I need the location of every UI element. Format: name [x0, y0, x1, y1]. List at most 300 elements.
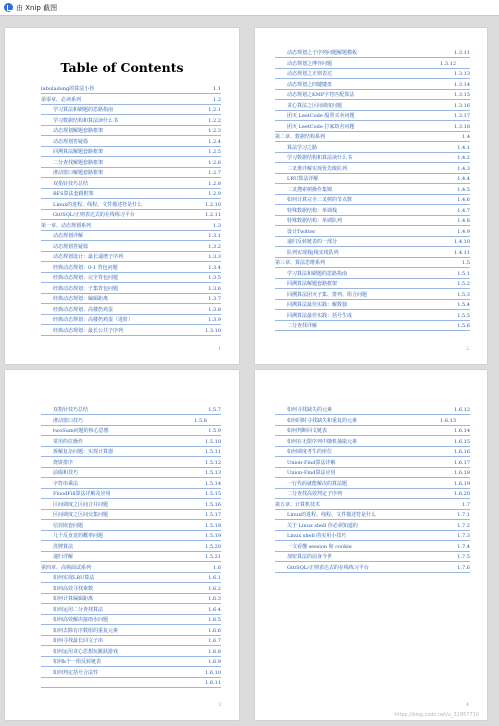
toc-entry-number: 1.7.5: [457, 554, 470, 560]
toc-entry[interactable]: [41, 189, 221, 200]
toc-entry-title: 信封嵌套问题: [53, 522, 84, 529]
toc-entry-title: 团灭 LeetCode 股票买卖问题: [287, 113, 355, 119]
toc-entry[interactable]: [41, 510, 221, 521]
toc-entry[interactable]: [41, 231, 221, 242]
toc-entry-title: 第二章、数据结构系列: [275, 134, 326, 140]
window-title: 由 Xnip 截图: [16, 3, 58, 12]
toc-entry-number: 1.5: [462, 260, 470, 266]
xnip-app-icon: [4, 3, 13, 12]
toc-entry-title: labuladong的算法小抄: [41, 86, 95, 92]
toc-entry[interactable]: [275, 321, 470, 332]
toc-entry-title: 队列实现栈|栈实现队列: [287, 249, 339, 256]
toc-entry[interactable]: [275, 101, 470, 112]
toc-entry[interactable]: [41, 468, 221, 479]
toc-entry-number: 1.6.2: [208, 585, 221, 592]
toc-entry-number: 1.3.1: [208, 233, 221, 239]
toc-entry-title: 回溯算法解题套路框架: [287, 281, 338, 287]
toc-entry-title: 经典动态规划：编辑距离: [53, 296, 109, 302]
toc-entry[interactable]: [41, 273, 221, 284]
toc-entry-number: 1.6.5: [208, 617, 221, 623]
toc-entry-number: 1.6.14: [454, 428, 470, 434]
toc-entry-title: 区间调度之区间合并问题: [53, 501, 109, 508]
toc-entry-number: 1.5.15: [205, 491, 221, 497]
page-number: 4: [465, 702, 469, 708]
toc-entry-title: 字符串乘法: [53, 480, 79, 487]
toc-entry[interactable]: [41, 447, 221, 458]
toc-entry[interactable]: [275, 143, 470, 154]
toc-entry-number: 1.6.1: [208, 575, 221, 581]
toc-entry-title: 动态规划之KMP字符匹配算法: [287, 92, 355, 98]
toc-entry-number: 1.5.13: [205, 470, 221, 476]
toc-entry[interactable]: [275, 489, 470, 500]
toc-entry[interactable]: [41, 221, 221, 232]
toc-entry-number: 1.3.12: [440, 60, 456, 67]
toc-entry-number: 1.6.6: [208, 627, 221, 634]
toc-page-1: [5, 28, 239, 364]
toc-entry[interactable]: [275, 426, 470, 437]
toc-entry[interactable]: [41, 294, 221, 305]
toc-entry[interactable]: [41, 668, 221, 679]
toc-entry-title: 滑动窗口技巧: [53, 417, 84, 424]
toc-entry-number: 1.3.16: [454, 102, 470, 109]
toc-entry-title: 如何寻找最长回文子串: [53, 638, 104, 644]
toc-entry-number: 1.6.9: [208, 659, 221, 665]
toc-entry[interactable]: [275, 216, 470, 227]
toc-entry-title: 贪心算法之区间调度问题: [287, 102, 343, 109]
toc-entry-title: 动态规划之正则表达: [287, 71, 333, 77]
toc-entry-title: 第三章、算法思维系列: [275, 260, 326, 266]
toc-entry[interactable]: [275, 164, 470, 175]
toc-entry-number: 1.5.3: [457, 291, 470, 298]
toc-entry[interactable]: [41, 605, 221, 616]
toc-entry-number: 1.6.12: [454, 407, 470, 413]
toc-entry[interactable]: [275, 122, 470, 133]
toc-entry-number: 1.2: [213, 96, 221, 103]
toc-entry-title: 关于 Linux shell 你必须知道的: [287, 522, 358, 529]
toc-entry[interactable]: [41, 563, 221, 574]
toc-entry-number: 1.5.10: [205, 438, 221, 445]
toc-entry-number: 1.4.2: [457, 155, 470, 161]
toc-entry-title: 动态规划设计：最长递增子序列: [53, 254, 124, 260]
toc-entry[interactable]: [275, 69, 470, 80]
toc-entry-number: 1.3.11: [454, 50, 470, 56]
toc-entry-title: 如何同时寻找缺失和重复的元素: [287, 417, 358, 424]
toc-entry[interactable]: [41, 168, 221, 179]
toc-entry-number: 1.6.3: [208, 596, 221, 602]
toc-entry-title: 如何判断回文链表: [287, 428, 328, 434]
toc-entry[interactable]: [275, 227, 470, 238]
toc-entry-number: 1.3.7: [208, 296, 221, 302]
toc-entry-number: 1.5.6: [457, 323, 470, 329]
toc-entry[interactable]: [41, 437, 221, 448]
toc-entry-number: 1.6.18: [454, 470, 470, 476]
toc-entry-title: 如何判定括号合法性: [53, 669, 99, 676]
toc-entry-number: 1.6.4: [208, 606, 221, 613]
toc-entry[interactable]: [275, 132, 470, 143]
toc-entry[interactable]: [41, 636, 221, 647]
toc-entry-number: 1.7.2: [457, 522, 470, 529]
toc-entry-title: 递归反转链表的一部分: [287, 239, 338, 245]
toc-entry-number: 1.7.3: [457, 533, 470, 539]
toc-entry-title: 回溯算法最佳实践：解数独: [287, 302, 348, 308]
toc-entry-title: 回溯算法团灭子集、排列、组合问题: [287, 291, 368, 298]
toc-entry-number: 1.1: [213, 86, 221, 92]
toc-entry-title: 学习算法和刷题的思路指南: [53, 107, 114, 113]
toc-entry-title: Git/SQL/正则表达式的在线练习平台: [287, 564, 369, 571]
toc-entry-title: 学习算法和刷题的思路指南: [287, 270, 348, 277]
toc-entry-title: 回溯算法最佳实践：括号生成: [287, 312, 353, 319]
toc-list: [255, 405, 487, 573]
toc-list: [5, 84, 239, 336]
toc-entry[interactable]: [275, 405, 470, 416]
toc-entry[interactable]: [41, 95, 221, 106]
toc-entry[interactable]: [275, 531, 470, 542]
page-number: 2: [465, 346, 469, 352]
toc-entry-title: 动态规划答疑篇: [53, 138, 89, 145]
toc-entry-title: 如何高效解决接雨水问题: [53, 617, 109, 623]
toc-entry[interactable]: [41, 426, 221, 437]
toc-entry-title: 一行代码就能解决的算法题: [287, 480, 348, 487]
toc-entry[interactable]: [41, 147, 221, 158]
page-number: 3: [217, 702, 221, 708]
toc-entry[interactable]: [41, 647, 221, 658]
toc-entry[interactable]: [275, 48, 470, 59]
toc-entry-title: 经典动态规划：高楼扔鸡蛋（进阶）: [53, 317, 134, 323]
toc-entry[interactable]: [41, 305, 221, 316]
toc-entry-number: 1.3.18: [454, 123, 470, 130]
toc-entry-number: 1.3.2: [208, 243, 221, 250]
toc-entry[interactable]: [275, 237, 470, 248]
toc-entry-number: 1.7: [462, 501, 470, 508]
toc-entry-number: 1.5.4: [457, 302, 470, 308]
toc-entry[interactable]: [41, 326, 221, 337]
toc-entry[interactable]: [41, 416, 221, 427]
toc-entry-number: 1.4: [462, 134, 470, 140]
toc-entry[interactable]: [275, 279, 470, 290]
toc-entry-title: 动态规划解题套路框架: [53, 128, 104, 134]
toc-page-2: [255, 28, 487, 364]
toc-entry[interactable]: [275, 416, 470, 427]
toc-entry-title: 如何去除有序数组的重复元素: [53, 627, 119, 634]
toc-entry[interactable]: [41, 552, 221, 563]
toc-entry-title: 二分查找高效判定子序列: [287, 491, 343, 497]
toc-entry-title: 加密算法的前身今世: [287, 554, 333, 560]
toc-entry-title: 动态规划答疑篇: [53, 243, 89, 250]
toc-entry[interactable]: [275, 80, 470, 91]
toc-entry-title: 经典动态规划：0-1 背包问题: [53, 264, 118, 271]
toc-entry[interactable]: [41, 315, 221, 326]
toc-entry[interactable]: [275, 552, 470, 563]
toc-entry-number: 1.3.5: [208, 275, 221, 281]
toc-entry-title: 如何在无限序列中随机抽取元素: [287, 438, 358, 445]
toc-entry-title: 二叉堆详解实现优先级队列: [287, 165, 348, 172]
toc-entry[interactable]: [275, 258, 470, 269]
toc-entry-number: 1.4.3: [457, 165, 470, 172]
toc-entry-title: 如何高效寻找素数: [53, 585, 94, 592]
toc-entry-title: 滑动窗口解题套路框架: [53, 170, 104, 176]
toc-entry-title: 团灭 LeetCode 打家劫舍问题: [287, 123, 355, 130]
toc-entry-underline: [275, 572, 470, 573]
toc-entry[interactable]: [275, 206, 470, 217]
toc-entry-title: 回溯算法解题套路框架: [53, 149, 104, 155]
toc-entry[interactable]: [41, 284, 221, 295]
toc-entry-title: 特殊数据结构：单调队列: [287, 218, 343, 224]
toc-entry-number: 1.4.6: [457, 197, 470, 203]
toc-entry[interactable]: [41, 116, 221, 127]
toc-entry[interactable]: [275, 542, 470, 553]
toc-entry-number: 1.7.1: [457, 512, 470, 518]
toc-entry-number: 1.3.17: [454, 113, 470, 119]
toc-entry-number: 1.6.7: [208, 638, 221, 644]
toc-entry[interactable]: [275, 479, 470, 490]
toc-entry-number: 1.5.1: [457, 270, 470, 277]
toc-entry[interactable]: [275, 311, 470, 322]
toc-entry[interactable]: [41, 615, 221, 626]
toc-entry-number: 1.2.2: [208, 117, 221, 124]
toc-entry-title: 二分查找解题套路框架: [53, 159, 104, 166]
toc-entry-number: 1.5.17: [205, 512, 221, 518]
toc-entry-title: 如何计算完全二叉树的节点数: [287, 197, 353, 203]
toc-entry-title: 经典动态规划：最长公共子序列: [53, 327, 124, 334]
toc-entry-number: 1.6.20: [454, 491, 470, 497]
toc-entry[interactable]: [41, 626, 221, 637]
toc-entry[interactable]: [275, 153, 470, 164]
toc-entry[interactable]: [41, 521, 221, 532]
toc-entry[interactable]: [41, 179, 221, 190]
toc-entry[interactable]: [41, 458, 221, 469]
toc-entry-number: 1.4.1: [457, 144, 470, 151]
toc-entry-title: 烧饼排序: [53, 459, 74, 466]
toc-entry[interactable]: [275, 195, 470, 206]
toc-entry-number: 1.2.1: [208, 107, 221, 113]
toc-entry-number: 1.4.10: [454, 239, 470, 245]
toc-entry-number: 1.5.9: [208, 428, 221, 434]
watermark: https://blog.csdn.net/u_31957710: [394, 712, 479, 718]
toc-entry-number: 1.2.5: [208, 149, 221, 155]
toc-entry[interactable]: [275, 437, 470, 448]
toc-entry-number: 1.6: [213, 564, 221, 571]
toc-entry-number: 1.6.13: [440, 417, 456, 424]
toc-entry[interactable]: [275, 521, 470, 532]
toc-entry-number: 1.5.16: [205, 501, 221, 508]
toc-entry-number: 1.3.13: [454, 71, 470, 77]
toc-entry[interactable]: [41, 678, 221, 689]
toc-entry-title: 动态规划之四键键盘: [287, 81, 333, 88]
toc-entry-title: 如何运用二分查找算法: [53, 606, 104, 613]
toc-entry-title: 洗牌算法: [53, 543, 74, 550]
toc-entry-title: 动态规划之博弈问题: [287, 60, 333, 67]
toc-entry-number: 1.3.10: [205, 327, 221, 334]
toc-entry-number: 1.7.4: [457, 543, 470, 550]
toc-entry[interactable]: [41, 263, 221, 274]
toc-entry-number: 1.4.11: [454, 249, 470, 256]
toc-entry-title: 如何寻找缺失的元素: [287, 407, 333, 413]
toc-entry[interactable]: [275, 458, 470, 469]
toc-entry[interactable]: [41, 405, 221, 416]
toc-entry[interactable]: [41, 573, 221, 584]
toc-entry[interactable]: [41, 242, 221, 253]
toc-entry[interactable]: [41, 137, 221, 148]
toc-entry-number: 1.5.5: [457, 312, 470, 319]
toc-entry[interactable]: [275, 185, 470, 196]
toc-entry-title: 二叉搜索树操作集锦: [287, 186, 333, 193]
toc-entry-title: 第一章、动态规划系列: [41, 222, 92, 229]
toc-entry-title: 一文看懂 session 和 cookie: [287, 543, 352, 550]
toc-entry[interactable]: [275, 248, 470, 259]
toc-entry-title: FloodFill算法详解及应用: [53, 491, 111, 497]
toc-page-4: [255, 370, 487, 720]
toc-entry-number: 1.3.6: [208, 285, 221, 292]
toc-entry-number: 1.2.9: [208, 191, 221, 197]
toc-entry-number: 1.5.11: [205, 449, 221, 455]
toc-entry-title: 如何运用贪心思想玩跳跃游戏: [53, 648, 119, 655]
toc-page-3: [5, 370, 239, 720]
toc-entry[interactable]: [275, 563, 470, 574]
toc-list: [255, 48, 487, 332]
toc-entry-number: 1.3.3: [208, 254, 221, 260]
toc-entry-title: 特殊数据结构：单调栈: [287, 207, 338, 214]
toc-entry[interactable]: [275, 510, 470, 521]
toc-entry-title: 如何实现LRU算法: [53, 575, 95, 581]
toc-entry[interactable]: [41, 126, 221, 137]
toc-entry-title: 区间调度之区间交集问题: [53, 512, 109, 518]
toc-entry-title: 几个反直觉的概率问题: [53, 533, 104, 539]
toc-entry-number: 1.5.20: [205, 543, 221, 550]
toc-entry-number: 1.3.4: [208, 264, 221, 271]
toc-entry[interactable]: [41, 252, 221, 263]
toc-entry[interactable]: [275, 90, 470, 101]
toc-entry-number: 1.3: [213, 222, 221, 229]
toc-entry-number: 1.3.8: [208, 306, 221, 313]
toc-entry-title: Union-Find算法详解: [287, 459, 336, 466]
toc-entry-title: 经典动态规划：子集背包问题: [53, 285, 119, 292]
toc-entry[interactable]: [41, 542, 221, 553]
toc-entry-number: 1.5.19: [205, 533, 221, 539]
toc-entry-number: 1.2.11: [205, 212, 221, 218]
toc-entry-number: 1.5.7: [208, 407, 221, 413]
toc-entry-title: 常用的位操作: [53, 438, 84, 445]
toc-entry-number: 1.5.2: [457, 281, 470, 287]
toc-entry-number: 1.5.12: [205, 459, 221, 466]
toc-entry-number: 1.6.15: [454, 438, 470, 445]
toc-entry[interactable]: [275, 174, 470, 185]
toc-entry-title: twoSum问题的核心思想: [53, 428, 109, 434]
toc-entry-title: 拆解复杂问题：实现计算器: [53, 449, 114, 455]
toc-entry-number: 1.4.5: [457, 186, 470, 193]
toc-entry-number: 1.4.4: [457, 176, 470, 182]
toc-entry-title: 二分查找详解: [287, 323, 318, 329]
toc-entry-title: 第四章、高频面试系列: [41, 564, 92, 571]
toc-entry-underline: [275, 330, 470, 331]
toc-entry-title: 设计Twitter: [287, 228, 316, 235]
toc-entry-number: 1.4.9: [457, 228, 470, 235]
toc-entry-number: 1.2.4: [208, 138, 221, 145]
toc-entry-number: 1.2.10: [205, 201, 221, 208]
toc-entry-number: 1.6.10: [205, 669, 221, 676]
toc-entry-title: BFS算法套路框架: [53, 191, 94, 197]
toc-entry-underline: [41, 687, 221, 688]
toc-entry-number: 1.5.8: [194, 417, 207, 424]
toc-entry-number: 1.2.7: [208, 170, 221, 176]
toc-entry-title: Git/SQL/正则表达式的在线练习平台: [53, 212, 135, 218]
toc-entry-title: Union-Find算法应用: [287, 470, 336, 476]
toc-entry-title: 双指针技巧总结: [53, 407, 89, 413]
toc-entry-number: 1.2.6: [208, 159, 221, 166]
window-titlebar: [0, 0, 499, 16]
toc-entry-title: 学习数据结构和算法读什么书: [53, 117, 119, 124]
toc-entry-title: 学习数据结构和算法读什么书: [287, 155, 353, 161]
toc-entry-number: 1.6.17: [454, 459, 470, 466]
toc-entry-number: 1.7.6: [457, 564, 470, 571]
toc-entry-title: LRU算法详解: [287, 176, 319, 182]
toc-entry-title: 双指针技巧总结: [53, 180, 89, 187]
toc-entry-number: 1.6.8: [208, 648, 221, 655]
toc-entry-number: 1.4.8: [457, 218, 470, 224]
toc-list: [5, 405, 239, 689]
toc-entry-number: 1.5.21: [205, 554, 221, 560]
toc-entry-title: 如何计算编辑距离: [53, 596, 94, 602]
toc-entry[interactable]: [275, 300, 470, 311]
toc-entry-title: 如何调度考生的座位: [287, 449, 333, 455]
toc-entry[interactable]: [41, 105, 221, 116]
toc-entry-title: 动态规划详解: [53, 233, 84, 239]
toc-entry-number: 1.6.19: [454, 480, 470, 487]
toc-entry[interactable]: [41, 657, 221, 668]
toc-entry[interactable]: [41, 594, 221, 605]
toc-entry-title: 如何k个一组反转链表: [53, 659, 102, 665]
toc-entry-number: 1.3.14: [454, 81, 470, 88]
toc-entry-title: 前缀和技巧: [53, 470, 79, 476]
toc-entry[interactable]: [275, 59, 470, 70]
document-title: Table of Contents: [60, 60, 184, 75]
toc-entry-title: 第五章、计算机技术: [275, 501, 321, 508]
toc-entry-number: 1.2.8: [208, 180, 221, 187]
toc-entry[interactable]: [275, 111, 470, 122]
toc-entry[interactable]: [41, 489, 221, 500]
toc-entry[interactable]: [41, 84, 221, 95]
toc-entry-number: 1.5.14: [205, 480, 221, 487]
toc-entry[interactable]: [41, 200, 221, 211]
toc-entry[interactable]: [275, 269, 470, 280]
toc-entry[interactable]: [41, 158, 221, 169]
toc-entry-title: Linux的进程、线程、文件描述符是什么: [287, 512, 377, 518]
toc-entry-underline: [41, 335, 221, 336]
toc-entry-title: 递归详解: [53, 554, 74, 560]
toc-entry[interactable]: [275, 290, 470, 301]
toc-entry-title: 第零章、必读系列: [41, 96, 82, 103]
toc-entry-title: Linux shell 的实用小技巧: [287, 533, 347, 539]
toc-entry-number: 1.6.11: [205, 680, 221, 686]
toc-entry[interactable]: [41, 531, 221, 542]
toc-entry[interactable]: [41, 584, 221, 595]
toc-entry[interactable]: [275, 468, 470, 479]
toc-entry[interactable]: [41, 210, 221, 221]
toc-entry[interactable]: [275, 500, 470, 511]
toc-entry-title: Linux的进程、线程、文件描述符是什么: [53, 201, 143, 208]
toc-entry[interactable]: [41, 479, 221, 490]
toc-entry-title: 算法学习之路: [287, 144, 318, 151]
toc-entry-title: 动态规划之子序列问题解题模板: [287, 50, 358, 56]
toc-entry-number: 1.3.9: [208, 317, 221, 323]
toc-entry-number: 1.2.3: [208, 128, 221, 134]
toc-entry-number: 1.5.18: [205, 522, 221, 529]
toc-entry-number: 1.6.16: [454, 449, 470, 455]
toc-entry-number: 1.3.15: [454, 92, 470, 98]
toc-entry[interactable]: [275, 447, 470, 458]
page-number: 1: [217, 346, 221, 352]
toc-entry[interactable]: [41, 500, 221, 511]
toc-entry-title: 经典动态规划：完全背包问题: [53, 275, 119, 281]
